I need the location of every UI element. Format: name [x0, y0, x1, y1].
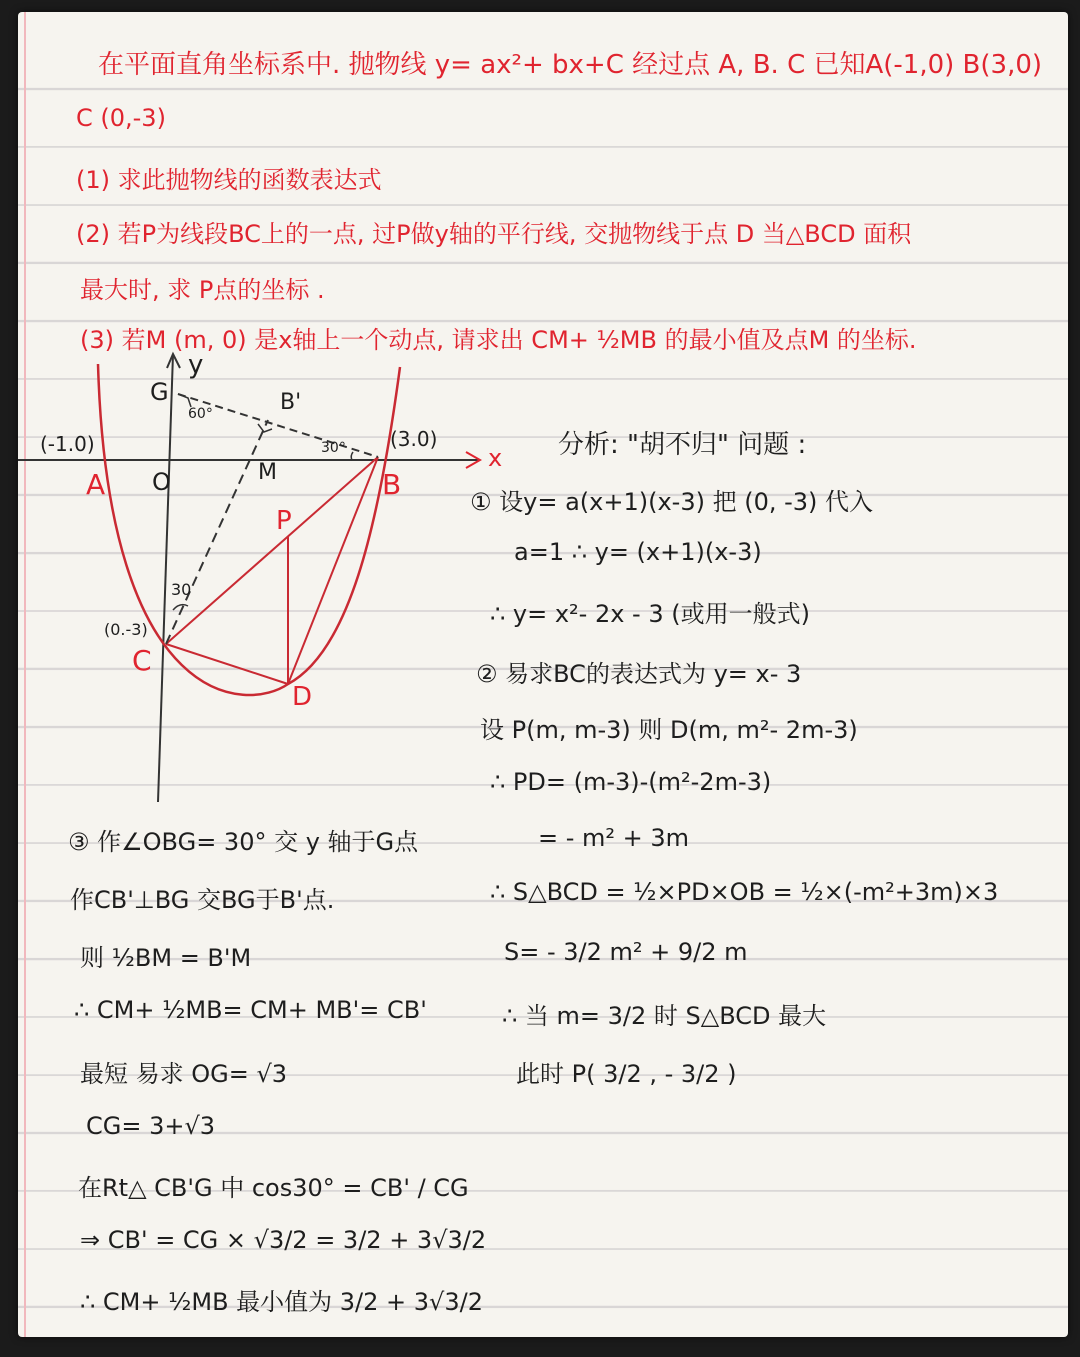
question-3: (3) 若M (m, 0) 是x轴上一个动点, 请求出 CM+ ½MB 的最小值及点M 的坐标. [80, 326, 917, 354]
notebook-page [18, 12, 1068, 1337]
y-axis-line [158, 354, 173, 802]
angle-arc-c [173, 605, 188, 610]
point-g-label: G [150, 378, 169, 406]
problem-line-2: C (0,-3) [76, 104, 166, 132]
point-a-coord: (-1.0) [40, 432, 95, 456]
analysis-title: 分析: "胡不归" 问题 : [558, 430, 807, 460]
part3-line-4: ∴ CM+ ½MB= CM+ MB'= CB' [74, 996, 427, 1024]
x-axis-label: x [488, 444, 503, 472]
line-cb-prime [166, 420, 268, 644]
origin-label: O [152, 468, 171, 496]
part3-line-7: 在Rt△ CB'G 中 cos30° = CB' / CG [78, 1174, 469, 1202]
angle-30-top-label: 30° [321, 440, 346, 456]
point-b-prime-label: B' [280, 390, 302, 415]
analysis-step-2e: ∴ S△BCD = ½×PD×OB = ½×(-m²+3m)×3 [490, 878, 999, 906]
y-axis-label: y [188, 350, 204, 380]
analysis-step-2g: ∴ 当 m= 3/2 时 S△BCD 最大 [502, 1002, 827, 1030]
analysis-step-2a: ② 易求BC的表达式为 y= x- 3 [476, 660, 802, 688]
part3-line-3: 则 ½BM = B'M [80, 944, 252, 972]
question-1: (1) 求此抛物线的函数表达式 [76, 166, 382, 194]
point-m-label: M [258, 460, 277, 485]
analysis-step-2h: 此时 P( 3/2 , - 3/2 ) [516, 1060, 737, 1088]
part3-line-8: ⇒ CB' = CG × √3/2 = 3/2 + 3√3/2 [80, 1226, 487, 1254]
question-2a: (2) 若P为线段BC上的一点, 过P做y轴的平行线, 交抛物线于点 D 当△BCD 面积 [76, 220, 912, 248]
part3-line-9: ∴ CM+ ½MB 最小值为 3/2 + 3√3/2 [80, 1288, 483, 1316]
segment-cd [166, 644, 288, 684]
analysis-step-2c: ∴ PD= (m-3)-(m²-2m-3) [490, 768, 772, 796]
analysis-step-2f: S= - 3/2 m² + 9/2 m [504, 938, 748, 966]
angle-30-left-label: 30 [171, 580, 192, 599]
part3-line-5: 最短 易求 OG= √3 [80, 1060, 288, 1088]
question-2b: 最大时, 求 P点的坐标 . [80, 276, 325, 304]
point-b-label: B [382, 468, 402, 501]
problem-line-1: 在平面直角坐标系中. 抛物线 y= ax²+ bx+C 经过点 A, B. C 已知A(-1,0) B(3,0) [98, 50, 1043, 80]
analysis-step-1a: ① 设y= a(x+1)(x-3) 把 (0, -3) 代入 [470, 488, 874, 516]
analysis-step-2b: 设 P(m, m-3) 则 D(m, m²- 2m-3) [480, 716, 858, 744]
segment-bc [166, 457, 378, 644]
point-a-label: A [86, 468, 106, 501]
point-b-coord: (3.0) [390, 427, 438, 451]
point-d-label: D [292, 682, 313, 712]
part3-line-1: ③ 作∠OBG= 30° 交 y 轴于G点 [68, 828, 419, 856]
analysis-step-2d: = - m² + 3m [538, 824, 690, 852]
line-bg [178, 394, 378, 457]
point-p-label: P [276, 506, 292, 536]
part3-line-6: CG= 3+√3 [86, 1112, 216, 1140]
point-c-label: C [132, 644, 152, 677]
parabola-graph [18, 12, 1068, 812]
angle-60-label: 60° [188, 406, 213, 422]
segment-bd [288, 457, 378, 684]
analysis-step-1c: ∴ y= x²- 2x - 3 (或用一般式) [490, 600, 810, 628]
part3-line-2: 作CB'⊥BG 交BG于B'点. [70, 886, 335, 914]
angle-arc-b [351, 452, 353, 460]
analysis-step-1b: a=1 ∴ y= (x+1)(x-3) [514, 538, 762, 566]
point-c-coord: (0.-3) [104, 620, 148, 639]
